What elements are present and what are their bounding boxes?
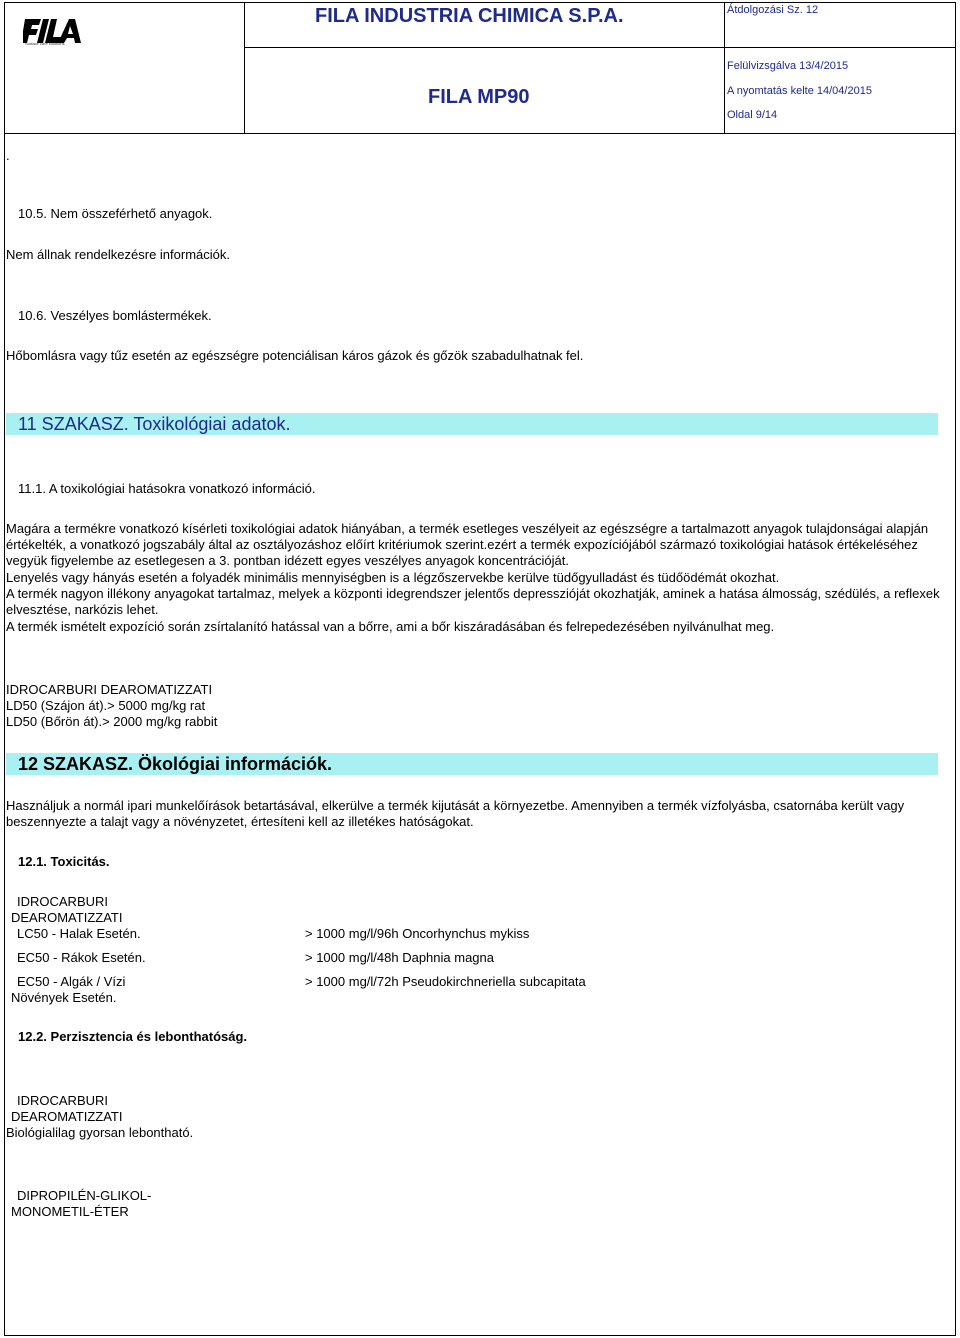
product-name: FILA MP90 bbox=[428, 86, 530, 108]
section-11-header bbox=[6, 413, 938, 435]
eco-row-label-continued: Növények Esetén. bbox=[11, 990, 117, 1005]
pers-text: Biológialilag gyorsan lebontható. bbox=[6, 1125, 194, 1140]
section-11-title: 11 SZAKASZ. Toxikológiai adatok. bbox=[18, 414, 291, 434]
section-10-6-title: 10.6. Veszélyes bomlástermékek. bbox=[18, 308, 212, 323]
section-11-1-paragraph-3: A termék nagyon illékony anyagokat tartalmaz, melyek a központi idegrendszer jelentős depresszióját okozhatják, aminek a hatása álmosság, szédülés, a reflexek elvesztése, narkózis lehet. bbox=[6, 586, 940, 617]
section-12-2-title: 12.2. Perzisztencia és lebonthatóság. bbox=[18, 1029, 248, 1044]
stray-dot: . bbox=[6, 148, 10, 163]
section-11-1-title: 11.1. A toxikológiai hatásokra vonatkozó információ. bbox=[18, 481, 316, 496]
section-10-6-text: Hőbomlásra vagy tűz esetén az egészségre potenciálisan káros gázok és gőzök szabadulhatnak fel. bbox=[6, 348, 584, 363]
dpgme-line-2: MONOMETIL-ÉTER bbox=[11, 1204, 129, 1219]
page-number: Oldal 9/14 bbox=[727, 109, 778, 121]
company-name: FILA INDUSTRIA CHIMICA S.P.A. bbox=[315, 5, 624, 27]
eco-substance-line-1: IDROCARBURI bbox=[17, 894, 109, 909]
tox-substance-name: IDROCARBURI DEAROMATIZZATI bbox=[6, 682, 213, 697]
tox-ld50-dermal: LD50 (Bőrön át).> 2000 mg/kg rabbit bbox=[6, 714, 218, 729]
eco-row-label: EC50 - Algák / Vízi bbox=[17, 974, 126, 989]
logo-tagline: Surface care solutions bbox=[25, 41, 65, 46]
section-11-1-paragraph-1: Magára a termékre vonatkozó kísérleti toxikológiai adatok hiányában, a termék esetleges veszélyeit az egészségre a tartalmazott anyagok tulajdonságai alapján értékelték, a vonatkozó jogszabály által az osztályozáshoz előírt kritériumok szerint.ezért a termék expozíciójából származó toxikológiai hatások értékeléséhez vegyük figyelembe az esetlegesen a 3. pontban idézett egyes veszélyes anyagok koncentrációját. bbox=[6, 521, 929, 568]
section-10-5-title: 10.5. Nem összeférhető anyagok. bbox=[18, 206, 213, 221]
tox-ld50-oral: LD50 (Szájon át).> 5000 mg/kg rat bbox=[6, 698, 206, 713]
eco-row-label: LC50 - Halak Esetén. bbox=[17, 926, 141, 941]
logo-box bbox=[5, 3, 245, 133]
section-12-header bbox=[6, 753, 938, 775]
section-11-1-paragraph-4: A termék ismételt expozíció során zsírtalanító hatással van a bőrre, ami a bőr kiszáradásában és felrepedezésében nyilvánulhat meg. bbox=[6, 619, 775, 634]
section-12-title: 12 SZAKASZ. Ökológiai információk. bbox=[18, 754, 333, 774]
print-date: A nyomtatás kelte 14/04/2015 bbox=[727, 85, 872, 97]
eco-row-value: > 1000 mg/l/96h Oncorhynchus mykiss bbox=[305, 926, 530, 941]
section-12-text: Használjuk a normál ipari munkelőírások betartásával, elkerülve a termék kijutását a környezetbe. Amennyiben a termék vízfolyásba, csatornába került vagy beszennyezte a talajt vagy a növényzetet, értesíteni kell az illetékes hatóságokat. bbox=[6, 798, 905, 829]
review-date: Felülvizsgálva 13/4/2015 bbox=[727, 60, 849, 72]
pers-substance-line-1: IDROCARBURI bbox=[17, 1093, 109, 1108]
dpgme-line-1: DIPROPILÉN-GLIKOL- bbox=[17, 1188, 152, 1203]
pers-substance-line-2: DEAROMATIZZATI bbox=[11, 1109, 123, 1124]
revision-number: Átdolgozási Sz. 12 bbox=[727, 4, 819, 16]
section-12-1-title: 12.1. Toxicitás. bbox=[18, 854, 110, 869]
section-10-5-text: Nem állnak rendelkezésre információk. bbox=[6, 247, 230, 262]
eco-row-value: > 1000 mg/l/72h Pseudokirchneriella subcapitata bbox=[305, 974, 586, 989]
eco-row-value: > 1000 mg/l/48h Daphnia magna bbox=[305, 950, 494, 965]
section-11-1-paragraph-2: Lenyelés vagy hányás esetén a folyadék minimális mennyiségben is a légzőszervekbe kerülve tüdőgyulladást és tüdőödémát okozhat. bbox=[6, 570, 780, 585]
eco-row-label: EC50 - Rákok Esetén. bbox=[17, 950, 146, 965]
eco-substance-line-2: DEAROMATIZZATI bbox=[11, 910, 123, 925]
